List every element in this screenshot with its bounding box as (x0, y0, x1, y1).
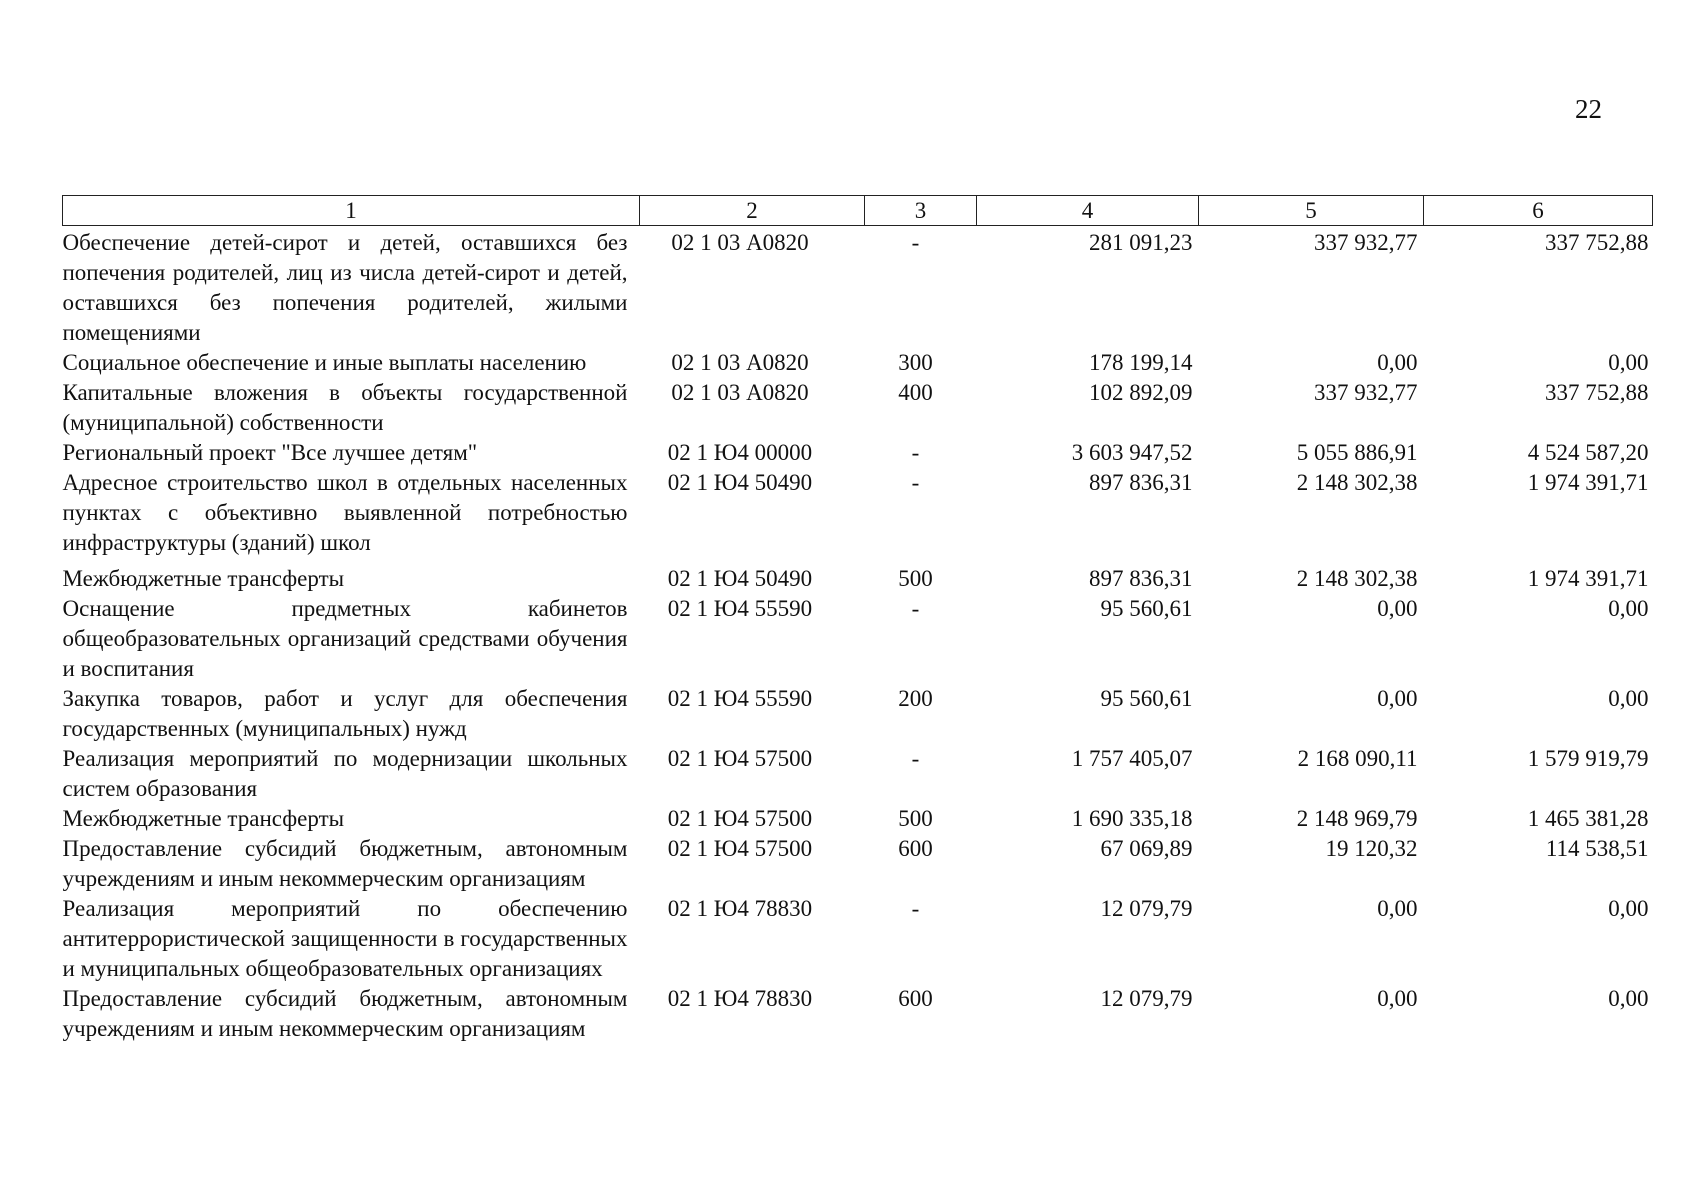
table-row (63, 894, 1653, 984)
row-value-6: 1 974 391,71 (1527, 470, 1649, 495)
row-code: 02 1 Ю4 55590 (667, 686, 813, 711)
table-row (63, 594, 1653, 684)
row-value-4: 1 690 335,18 (1071, 806, 1193, 831)
row-expense-type: 600 (898, 836, 933, 861)
row-expense-type: 300 (898, 350, 933, 375)
row-expense-type: - (911, 596, 920, 621)
row-value-4: 95 560,61 (1100, 596, 1193, 621)
row-name: Обеспечение детей-сирот и детей, оставшихся без попечения родителей, лиц из числа детей-сирот и детей, оставшихся без попечения родителей, жилыми помещениями (62, 230, 628, 345)
row-expense-type: 500 (898, 806, 933, 831)
table-row (63, 744, 1653, 804)
row-name: Адресное строительство школ в отдельных населенных пунктах с объективно выявленной потребностью инфраструктуры (зданий) школ (62, 470, 628, 555)
row-value-5: 2 148 302,38 (1296, 566, 1418, 591)
row-code: 02 1 03 А0820 (671, 350, 809, 375)
header-row (63, 196, 1653, 226)
page-number: 22 (1575, 94, 1602, 124)
row-code: 02 1 03 А0820 (671, 230, 809, 255)
table-row (63, 348, 1653, 378)
row-value-6: 1 465 381,28 (1527, 806, 1649, 831)
row-expense-type: 200 (898, 686, 933, 711)
row-value-6: 0,00 (1608, 686, 1649, 711)
row-value-6: 0,00 (1608, 986, 1649, 1011)
row-value-5: 2 168 090,11 (1297, 746, 1418, 771)
row-value-6: 114 538,51 (1545, 836, 1649, 861)
row-value-4: 281 091,23 (1089, 230, 1193, 255)
table-row (63, 226, 1653, 349)
row-expense-type: 500 (898, 566, 933, 591)
row-value-5: 0,00 (1377, 686, 1418, 711)
row-value-6: 0,00 (1608, 596, 1649, 621)
row-value-5: 19 120,32 (1325, 836, 1418, 861)
row-value-5: 2 148 969,79 (1296, 806, 1418, 831)
row-value-5: 5 055 886,91 (1296, 440, 1418, 465)
row-expense-type: - (911, 440, 920, 465)
column-header-3: 3 (865, 196, 977, 226)
table-row (63, 984, 1653, 1044)
table-row (63, 558, 1653, 594)
row-value-4: 178 199,14 (1089, 350, 1193, 375)
row-value-6: 1 579 919,79 (1527, 746, 1649, 771)
row-value-6: 0,00 (1608, 350, 1649, 375)
table-row (63, 684, 1653, 744)
row-expense-type: - (911, 230, 920, 255)
row-code: 02 1 Ю4 57500 (667, 746, 813, 771)
row-name: Межбюджетные трансферты (62, 566, 345, 591)
row-value-4: 12 079,79 (1100, 896, 1193, 921)
column-header-6: 6 (1424, 196, 1653, 226)
row-expense-type: 400 (898, 380, 933, 405)
row-value-4: 3 603 947,52 (1071, 440, 1193, 465)
row-value-6: 337 752,88 (1545, 380, 1649, 405)
row-code: 02 1 Ю4 50490 (667, 470, 813, 495)
row-name: Оснащение предметных кабинетов общеобразовательных организаций средствами обучения и воспитания (62, 596, 628, 681)
row-code: 02 1 Ю4 57500 (667, 836, 813, 861)
row-value-5: 0,00 (1377, 350, 1418, 375)
row-name: Закупка товаров, работ и услуг для обеспечения государственных (муниципальных) нужд (62, 686, 628, 741)
row-code: 02 1 Ю4 57500 (667, 806, 813, 831)
row-expense-type: - (911, 896, 920, 921)
column-header-5: 5 (1199, 196, 1424, 226)
column-header-2: 2 (640, 196, 865, 226)
table-row (63, 378, 1653, 438)
row-expense-type: - (911, 746, 920, 771)
row-name: Региональный проект "Все лучшее детям" (62, 440, 478, 465)
row-expense-type: - (911, 470, 920, 495)
row-name: Социальное обеспечение и иные выплаты населению (62, 350, 587, 375)
row-value-5: 2 148 302,38 (1296, 470, 1418, 495)
row-value-5: 337 932,77 (1314, 230, 1418, 255)
row-value-5: 0,00 (1377, 896, 1418, 921)
row-name: Предоставление субсидий бюджетным, автономным учреждениям и иным некоммерческим организациям (62, 986, 628, 1041)
row-value-4: 95 560,61 (1100, 686, 1193, 711)
row-code: 02 1 Ю4 00000 (667, 440, 813, 465)
row-value-4: 897 836,31 (1089, 470, 1193, 495)
row-name: Реализация мероприятий по модернизации школьных систем образования (62, 746, 628, 801)
row-value-5: 0,00 (1377, 986, 1418, 1011)
row-value-4: 102 892,09 (1089, 380, 1193, 405)
row-name: Межбюджетные трансферты (62, 806, 345, 831)
row-value-6: 1 974 391,71 (1527, 566, 1649, 591)
column-header-1: 1 (63, 196, 640, 226)
row-expense-type: 600 (898, 986, 933, 1011)
budget-table (62, 195, 1653, 1044)
table-row (63, 834, 1653, 894)
row-code: 02 1 Ю4 78830 (667, 896, 813, 921)
column-header-4: 4 (977, 196, 1199, 226)
row-name: Реализация мероприятий по обеспечению антитеррористической защищенности в государственных и муниципальных общеобразовательных организациях (62, 896, 628, 981)
row-value-6: 4 524 587,20 (1527, 440, 1649, 465)
row-code: 02 1 Ю4 50490 (667, 566, 813, 591)
table-row (63, 438, 1653, 468)
table-row (63, 804, 1653, 834)
row-code: 02 1 03 А0820 (671, 380, 809, 405)
row-name: Капитальные вложения в объекты государственной (муниципальной) собственности (62, 380, 628, 435)
row-value-4: 12 079,79 (1100, 986, 1193, 1011)
row-value-6: 0,00 (1608, 896, 1649, 921)
row-code: 02 1 Ю4 55590 (667, 596, 813, 621)
row-name: Предоставление субсидий бюджетным, автономным учреждениям и иным некоммерческим организациям (62, 836, 628, 891)
row-value-6: 337 752,88 (1545, 230, 1649, 255)
table-row (63, 468, 1653, 558)
row-value-5: 337 932,77 (1314, 380, 1418, 405)
row-value-5: 0,00 (1377, 596, 1418, 621)
row-value-4: 897 836,31 (1089, 566, 1193, 591)
row-value-4: 1 757 405,07 (1071, 746, 1193, 771)
row-code: 02 1 Ю4 78830 (667, 986, 813, 1011)
row-value-4: 67 069,89 (1100, 836, 1193, 861)
